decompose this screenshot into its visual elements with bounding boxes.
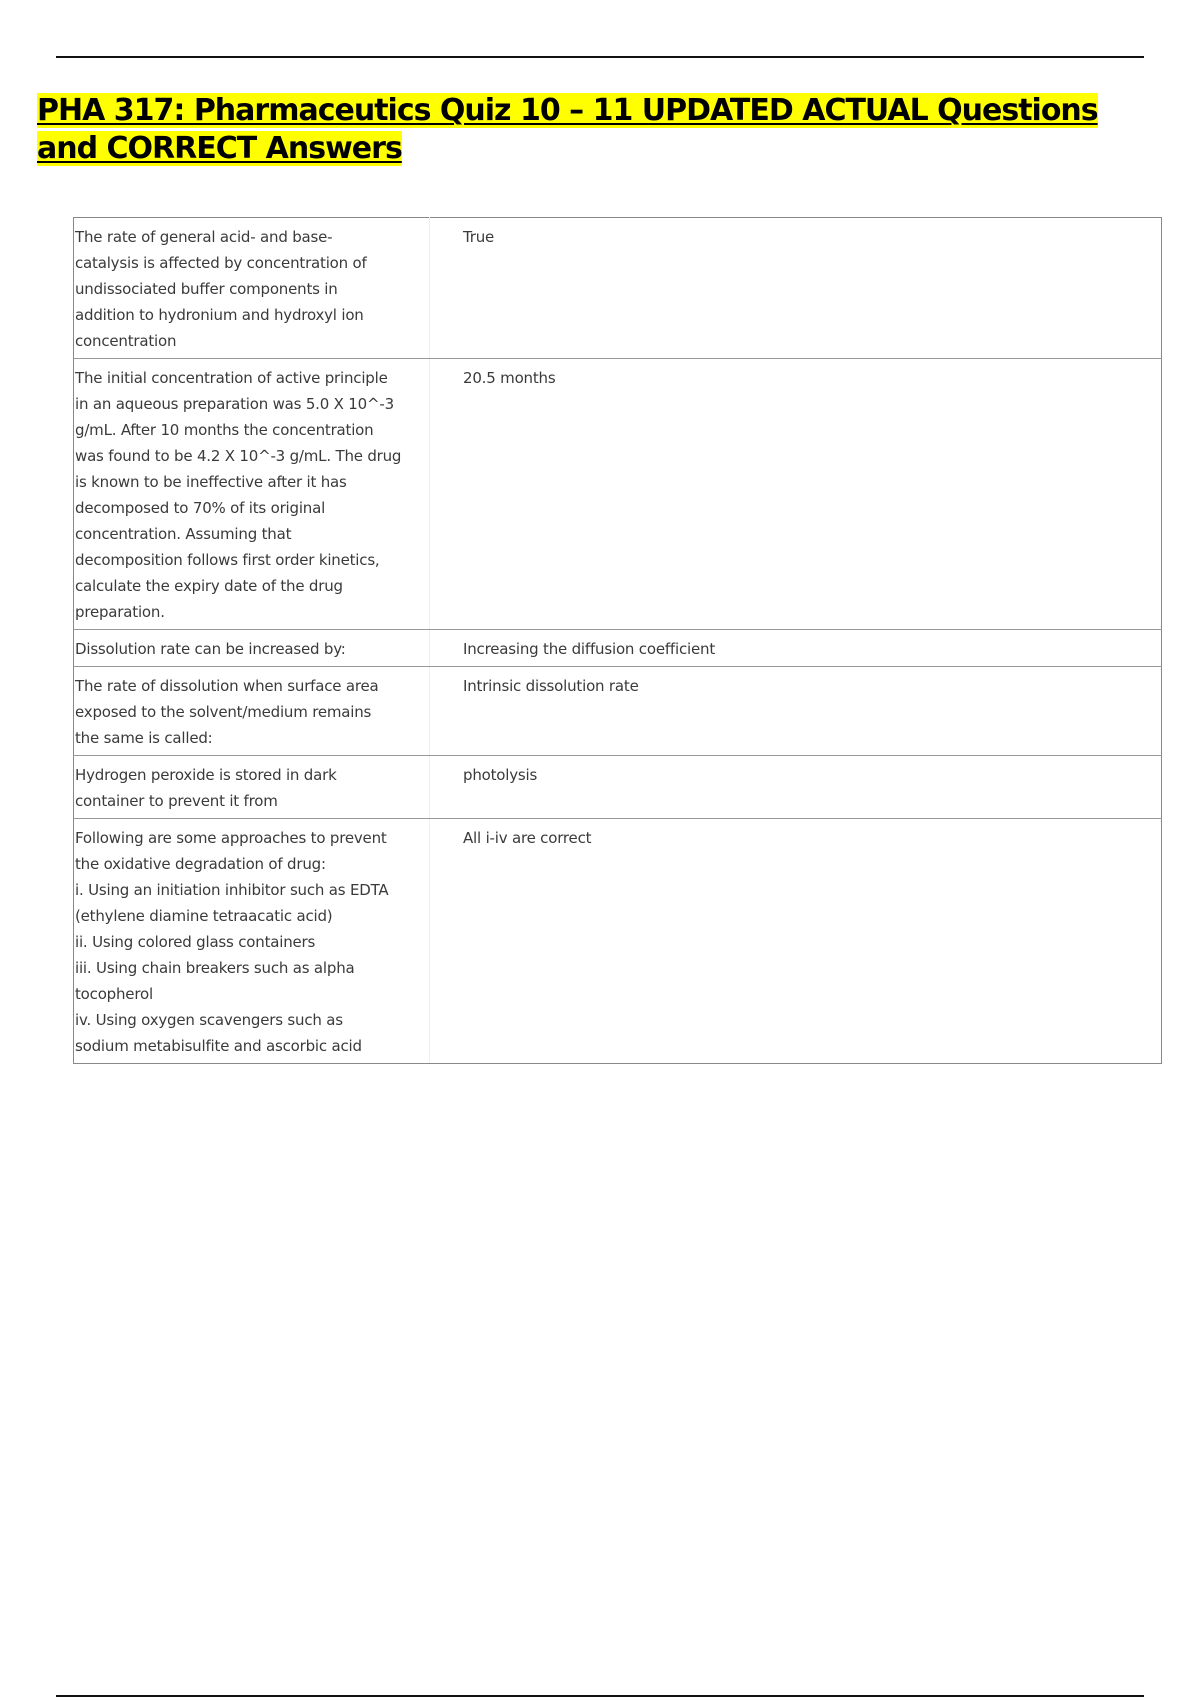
question-cell: Following are some approaches to prevent the oxidative degradation of drug: i. Using an initiation inhibitor such as EDTA (ethylene diamine tetraacatic acid) ii. Using colored glass containers iii. Using chain breakers such as alpha tocopherol iv. Using oxygen scavengers such as sodium metabisulfite and ascorbic acid — [74, 819, 430, 1064]
question-cell: The initial concentration of active principle in an aqueous preparation was 5.0 X 10^-3 g/mL. After 10 months the concentration was found to be 4.2 X 10^-3 g/mL. The drug is known to be ineffective after it has decomposed to 70% of its original concentration. Assuming that decomposition follows first order kinetics, calculate the expiry date of the drug preparation. — [74, 359, 430, 630]
document-title-text: PHA 317: Pharmaceutics Quiz 10 – 11 UPDATED ACTUAL Questions and CORRECT Answers — [37, 93, 1098, 166]
footer-rule — [56, 1695, 1144, 1697]
table-row — [74, 819, 1162, 1064]
table-row — [74, 667, 1162, 756]
answer-cell: Intrinsic dissolution rate — [430, 667, 1162, 756]
question-cell: The rate of general acid- and base- catalysis is affected by concentration of undissociated buffer components in addition to hydronium and hydroxyl ion concentration — [74, 218, 430, 359]
answer-cell: True — [430, 218, 1162, 359]
header-rule — [56, 56, 1144, 58]
answer-cell: 20.5 months — [430, 359, 1162, 630]
table-row — [74, 359, 1162, 630]
table-row — [74, 630, 1162, 667]
question-cell: Hydrogen peroxide is stored in dark container to prevent it from — [74, 756, 430, 819]
qa-table — [73, 217, 1162, 1064]
question-cell: Dissolution rate can be increased by: — [74, 630, 430, 667]
question-cell: The rate of dissolution when surface area exposed to the solvent/medium remains the same is called: — [74, 667, 430, 756]
table-row — [74, 756, 1162, 819]
answer-cell: Increasing the diffusion coefficient — [430, 630, 1162, 667]
document-title — [37, 92, 1167, 168]
answer-cell: photolysis — [430, 756, 1162, 819]
answer-cell: All i-iv are correct — [430, 819, 1162, 1064]
table-row — [74, 218, 1162, 359]
